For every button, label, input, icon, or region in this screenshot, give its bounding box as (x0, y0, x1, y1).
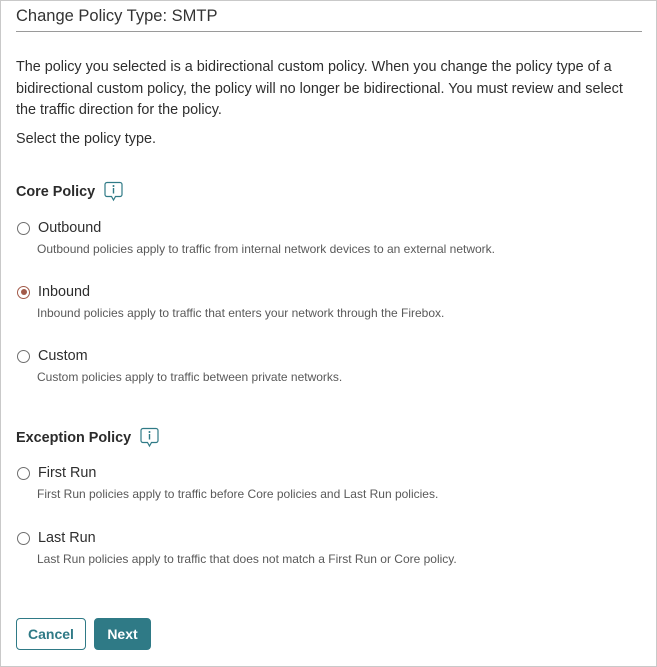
option-custom (16, 348, 616, 384)
option-description: First Run policies apply to traffic before Core policies and Last Run policies. (37, 487, 439, 501)
radio-row-custom[interactable] (16, 348, 616, 364)
radio-inbound[interactable] (17, 286, 30, 299)
dialog-title: Change Policy Type: SMTP (16, 7, 218, 25)
radio-label[interactable]: Custom (38, 348, 88, 364)
exception-policy-heading-label: Exception Policy (16, 429, 132, 446)
option-description: Last Run policies apply to traffic that does not match a First Run or Core policy. (37, 552, 457, 566)
info-icon[interactable] (104, 181, 123, 202)
option-inbound (16, 284, 616, 320)
radio-outbound[interactable] (17, 222, 30, 235)
radio-first-run[interactable] (17, 467, 30, 480)
radio-row-outbound[interactable] (16, 220, 616, 236)
radio-label[interactable]: Outbound (38, 220, 102, 236)
next-button[interactable]: Next (94, 618, 151, 650)
radio-row-last-run[interactable] (16, 530, 616, 546)
option-description: Outbound policies apply to traffic from internal network devices to an external network. (37, 242, 496, 256)
radio-label[interactable]: Inbound (38, 284, 91, 300)
radio-last-run[interactable] (17, 532, 30, 545)
intro-text: The policy you selected is a bidirectional custom policy. When you change the policy type of a bidirectional custom policy, the policy will no longer be bidirectional. You must review and select the traffic direction for the policy. (16, 59, 623, 118)
option-first-run (16, 465, 616, 501)
title-divider (16, 31, 642, 32)
option-description: Inbound policies apply to traffic that enters your network through the Firebox. (37, 306, 445, 320)
cancel-button[interactable]: Cancel (16, 618, 86, 650)
option-last-run (16, 530, 616, 566)
core-policy-heading (16, 181, 123, 202)
radio-custom[interactable] (17, 350, 30, 363)
option-description: Custom policies apply to traffic between private networks. (37, 370, 343, 384)
radio-row-first-run[interactable] (16, 465, 616, 481)
exception-policy-heading (16, 427, 159, 448)
option-outbound (16, 220, 616, 256)
radio-label[interactable]: First Run (38, 465, 97, 481)
radio-label[interactable]: Last Run (38, 530, 96, 546)
radio-row-inbound[interactable] (16, 284, 616, 300)
info-icon[interactable] (140, 427, 159, 448)
core-policy-heading-label: Core Policy (16, 183, 96, 200)
select-prompt: Select the policy type. (16, 131, 156, 147)
